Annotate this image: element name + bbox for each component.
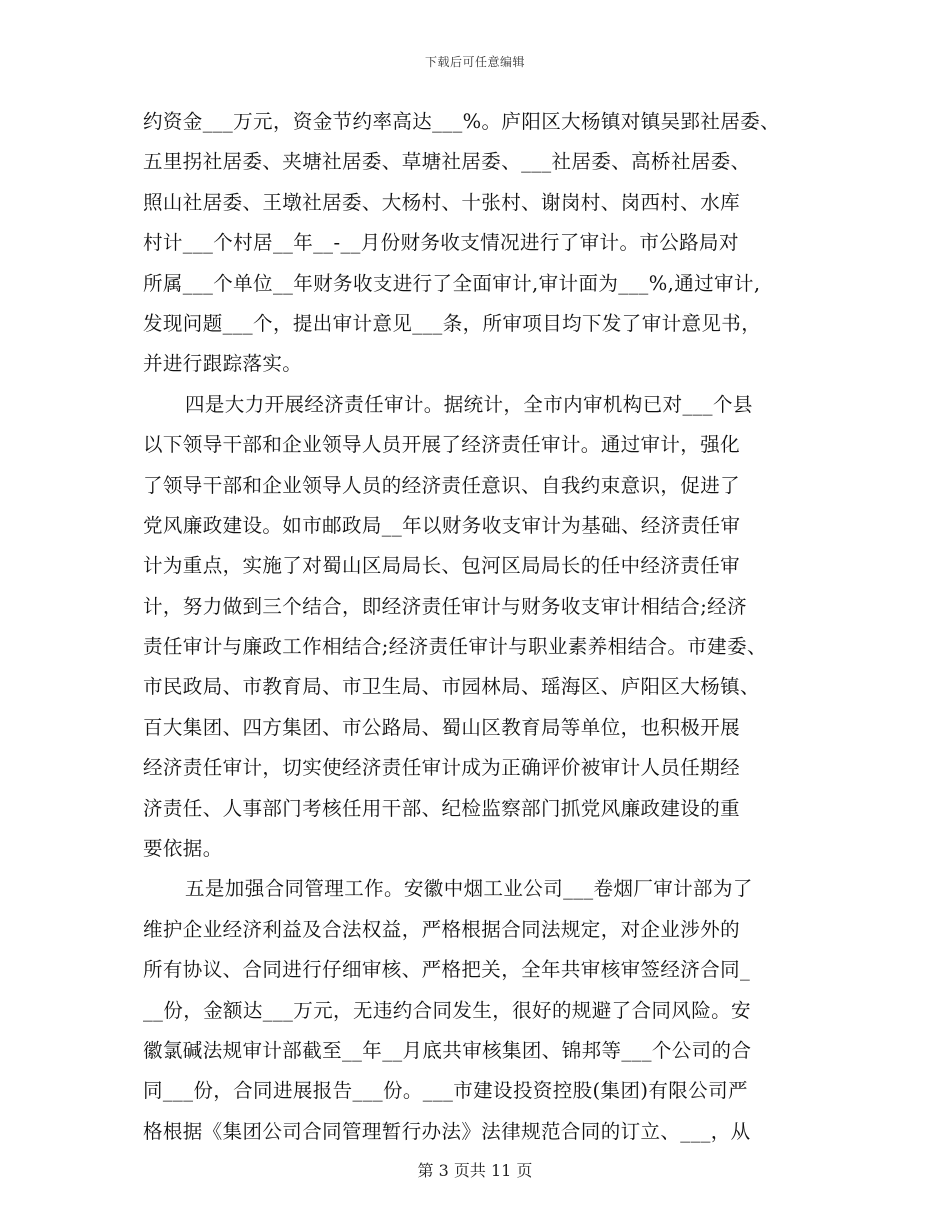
paragraph-start-line: 四是大力开展经济责任审计。据统计，全市内审机构已对___个县: [185, 392, 753, 416]
text-line: 维护企业经济利益及合法权益，严格根据合同法规定，对企业涉外的: [143, 917, 741, 941]
text-line: 党风廉政建设。如市邮政局__年以财务收支审计为基础、经济责任审: [143, 513, 741, 537]
text-line: 五里拐社居委、夹塘社居委、草塘社居委、___社居委、高桥社居委、: [143, 150, 751, 174]
document-body: [143, 102, 811, 1152]
text-line: 照山社居委、王墩社居委、大杨村、十张村、谢岗村、岗西村、水库: [143, 190, 741, 214]
text-line: __份，金额达___万元，无违约合同发生，很好的规避了合同风险。安: [143, 998, 751, 1022]
paragraph-start-line: 五是加强合同管理工作。安徽中烟工业公司___卷烟厂审计部为了: [185, 877, 753, 901]
text-line: 济责任、人事部门考核任用干部、纪检监察部门抓党风廉政建设的重: [143, 796, 741, 820]
text-line: 格根据《集团公司合同管理暂行办法》法律规范合同的订立、___，从: [143, 1119, 751, 1143]
text-line: 并进行跟踪落实。: [143, 352, 303, 376]
text-line: 以下领导干部和企业领导人员开展了经济责任审计。通过审计，强化: [143, 433, 741, 457]
text-line: 村计___个村居__年__-__月份财务收支情况进行了审计。市公路局对: [143, 231, 739, 255]
text-line: 所有协议、合同进行仔细审核、严格把关，全年共审核审签经济合同_: [143, 958, 751, 982]
text-line: 了领导干部和企业领导人员的经济责任意识、自我约束意识，促进了: [143, 473, 741, 497]
text-line: 百大集团、四方集团、市公路局、蜀山区教育局等单位，也积极开展: [143, 715, 741, 739]
text-line: 计，努力做到三个结合，即经济责任审计与财务收支审计相结合;经济: [143, 594, 747, 618]
text-line: 发现问题___个，提出审计意见___条，所审项目均下发了审计意见书，: [143, 311, 762, 335]
page-footer: 第 3 页共 11 页: [417, 1161, 533, 1180]
text-line: 同___份，合同进展报告___份。___市建设投资控股(集团)有限公司严: [143, 1079, 748, 1103]
text-line: 徽氯碱法规审计部截至__年__月底共审核集团、锦邦等___个公司的合: [143, 1038, 752, 1062]
page-header: 下载后可任意编辑: [424, 55, 525, 69]
text-line: 要依据。: [143, 837, 223, 861]
text-line: 市民政局、市教育局、市卫生局、市园林局、瑶海区、庐阳区大杨镇、: [143, 675, 760, 699]
text-line: 计为重点，实施了对蜀山区局局长、包河区局局长的任中经济责任审: [143, 554, 741, 578]
text-line: 约资金___万元，资金节约率高达___%。庐阳区大杨镇对镇吴郢社居委、: [143, 110, 781, 133]
text-line: 所属___个单位__年财务收支进行了全面审计,审计面为___%,通过审计,: [143, 271, 761, 295]
text-line: 经济责任审计，切实使经济责任审计成为正确评价被审计人员任期经: [143, 756, 741, 780]
text-line: 责任审计与廉政工作相结合;经济责任审计与职业素养相结合。市建委、: [143, 635, 767, 659]
